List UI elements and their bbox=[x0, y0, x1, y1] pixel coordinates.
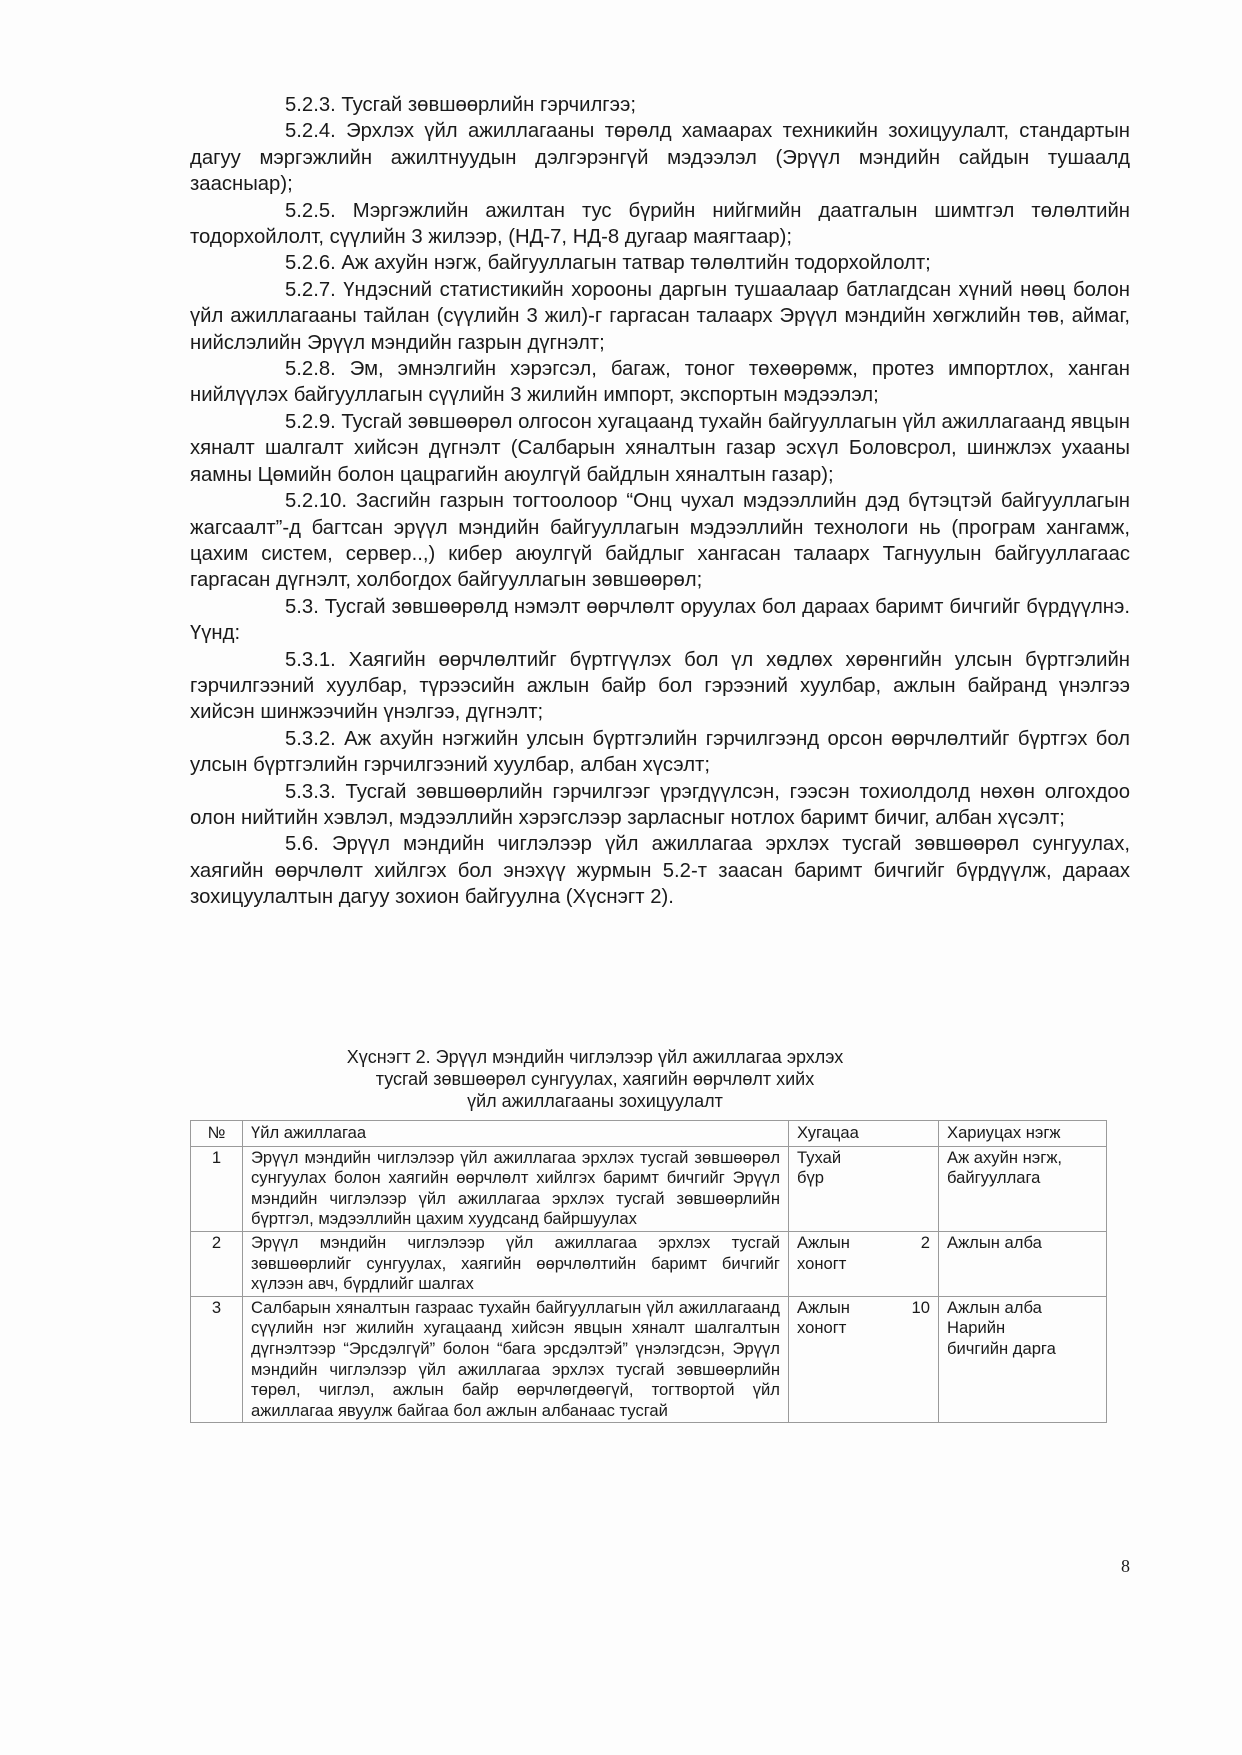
row-duration bbox=[789, 1296, 939, 1423]
paragraph-5-2-4: 5.2.4. Эрхлэх үйл ажиллагааны төрөлд хамаарах техникийн зохицуулалт, стандартын дагуу мэргэжлийн ажилтнуудын дэлгэрэнгүй мэдээлэл (Эрүүл мэндийн сайдын тушаалд заасныар); bbox=[190, 120, 1130, 196]
row-duration bbox=[789, 1231, 939, 1296]
paragraph-5-2-3: 5.2.3. Тусгай зөвшөөрлийн гэрчилгээ; bbox=[285, 94, 637, 116]
paragraph-5-3-2: 5.3.2. Аж ахуйн нэгжийн улсын бүртгэлийн гэрчилгээнд орсон өөрчлөлтийг бүртгэх бол улсын бүртгэлийн гэрчилгээний хуулбар, албан хүсэлт; bbox=[190, 727, 1130, 777]
duration-label: Ажлын хоногт bbox=[797, 1232, 850, 1273]
caption-line: Хүснэгт 2. Эрүүл мэндийн чиглэлээр үйл ажиллагаа эрхлэх bbox=[346, 1047, 844, 1067]
caption-line: үйл ажиллагааны зохицуулалт bbox=[467, 1091, 723, 1111]
row-number: 1 bbox=[191, 1146, 243, 1231]
row-responsible bbox=[939, 1296, 1107, 1423]
row-responsible bbox=[939, 1146, 1107, 1231]
caption-line: тусгай зөвшөөрөл сунгуулах, хаягийн өөрчлөлт хийх bbox=[375, 1069, 815, 1089]
regulation-table bbox=[190, 1120, 1107, 1423]
table-row bbox=[191, 1296, 1107, 1423]
row-activity: Салбарын хяналтын газраас тухайн байгууллагын үйл ажиллагаанд сүүлийн нэг жилийн хугацаанд хийсэн явцын хяналт шалгалтын дүгнэлтээр “Эрсдэлгүй” болон “бага эрсдэлтэй” үнэлэгдсэн, Эрүүл мэндийн чиглэлээр үйл ажиллагаа эрхлэх тусгай зөвшөөрлийн төрөл, чиглэл, ажлын байр өөрчлөгдөөгүй, тогтвортой үйл ажиллагаа явуулж байгаа бол ажлын албанаас тусгай bbox=[243, 1296, 789, 1423]
body-text bbox=[190, 92, 1130, 911]
duration-label: Тухай бүр bbox=[797, 1147, 842, 1188]
header-responsible: Хариуцах нэгж bbox=[939, 1121, 1107, 1147]
paragraph-5-2-9: 5.2.9. Тусгай зөвшөөрөл олгосон хугацаанд тухайн байгууллагын үйл ажиллагаанд явцын хяналт шалгалт хийсэн дүгнэлт (Салбарын хяналтын газар эсхүл Боловсрол, шинжлэх ухааны яамны Цөмийн болон цацрагийн аюулгүй байдлын хяналтын газар); bbox=[190, 410, 1130, 486]
responsible-line: Ажлын алба bbox=[947, 1232, 1042, 1252]
responsible-line: бичгийн дарга bbox=[947, 1338, 1056, 1358]
table-row bbox=[191, 1146, 1107, 1231]
paragraph-5-2-8: 5.2.8. Эм, эмнэлгийн хэрэгсэл, багаж, тоног төхөөрөмж, протез импортлох, ханган нийлүүлэх байгууллагын сүүлийн 3 жилийн импорт, экспортын мэдээлэл; bbox=[190, 358, 1130, 407]
row-activity: Эрүүл мэндийн чиглэлээр үйл ажиллагаа эрхлэх тусгай зөвшөөрлийг сунгуулах, хаягийн өөрчлөлтийн баримт бичгийг хүлээн авч, бүрдлийг шалгах bbox=[243, 1231, 789, 1296]
row-duration bbox=[789, 1146, 939, 1231]
row-activity: Эрүүл мэндийн чиглэлээр үйл ажиллагаа эрхлэх тусгай зөвшөөрөл сунгуулах болон хаягийн өөрчлөлт хийлгэх баримт бичгийг Эрүүл мэндийн чиглэлээр үйл ажиллагаа эрхлэх тусгай зөвшөөрлийн бүртгэл, мэдээллийн цахим хуудсанд байршуулах bbox=[243, 1146, 789, 1231]
page-number: 8 bbox=[1121, 1556, 1130, 1576]
table-row bbox=[191, 1231, 1107, 1296]
responsible-line: байгууллага bbox=[947, 1168, 1041, 1188]
paragraph-5-6: 5.6. Эрүүл мэндийн чиглэлээр үйл ажиллагаа эрхлэх тусгай зөвшөөрөл сунгуулах, хаягийн өөрчлөлт хийлгэх бол энэхүү журмын 5.2-т заасан баримт бичгийг бүрдүүлж, дараах зохицуулалтын дагуу зохион байгуулна (Хүснэгт 2). bbox=[190, 833, 1130, 909]
duration-value: 2 bbox=[920, 1232, 930, 1252]
paragraph-5-2-7: 5.2.7. Үндэсний статистикийн хорооны даргын тушаалаар батлагдсан хүний нөөц болон үйл ажиллагааны тайлан (сүүлийн 3 жил)-г гаргасан талаарх Эрүүл мэндийн хөгжлийн төв, аймаг, нийслэлийн Эрүүл мэндийн газрын дүгнэлт; bbox=[190, 278, 1130, 354]
header-number: № bbox=[191, 1121, 243, 1147]
row-responsible bbox=[939, 1231, 1107, 1296]
paragraph-5-3: 5.3. Тусгай зөвшөөрөлд нэмэлт өөрчлөлт оруулах бол дараах баримт бичгийг бүрдүүлнэ. Үүнд: bbox=[190, 595, 1130, 645]
paragraph-5-2-10: 5.2.10. Засгийн газрын тогтоолоор “Онц чухал мэдээллийн дэд бүтэцтэй байгууллагын жагсаалт”-д багтсан эрүүл мэндийн байгууллагын мэдээллийн технологи нь (програм хангамж, цахим систем, сервер..,) кибер аюулгүй байдлыг хангасан талаарх Тагнуулын байгууллагаас гаргасан дүгнэлт, холбогдох байгууллагын зөвшөөрөл; bbox=[190, 490, 1130, 592]
header-activity: Үйл ажиллагаа bbox=[243, 1121, 789, 1147]
duration-label: Ажлын хоногт bbox=[797, 1297, 850, 1338]
row-number: 2 bbox=[191, 1231, 243, 1296]
responsible-line: Аж ахуйн нэгж, bbox=[947, 1147, 1063, 1167]
table-caption bbox=[300, 1046, 890, 1112]
responsible-line: Нарийн bbox=[947, 1318, 1006, 1338]
paragraph-5-2-5: 5.2.5. Мэргэжлийн ажилтан тус бүрийн нийгмийн даатгалын шимтгэл төлөлтийн тодорхойлолт, сүүлийн 3 жилээр, (НД-7, НД-8 дугаар маягтаар); bbox=[190, 199, 1130, 249]
paragraph-5-3-3: 5.3.3. Тусгай зөвшөөрлийн гэрчилгээг үрэгдүүлсэн, гээсэн тохиолдолд нөхөн олгохдоо олон нийтийн хэвлэл, мэдээллийн хэрэгслээр зарласныг нотлох баримт бичиг, албан хүсэлт; bbox=[190, 780, 1130, 829]
header-duration: Хугацаа bbox=[789, 1121, 939, 1147]
paragraph-5-3-1: 5.3.1. Хаягийн өөрчлөлтийг бүртгүүлэх бол үл хөдлөх хөрөнгийн улсын бүртгэлийн гэрчилгээний хуулбар, түрээсийн ажлын байр бол гэрээний хуулбар, ажлын байранд үнэлгээ хийсэн шинжээчийн үнэлгээ, дүгнэлт; bbox=[190, 648, 1130, 724]
table-header-row bbox=[191, 1121, 1107, 1147]
row-number: 3 bbox=[191, 1296, 243, 1423]
responsible-line: Ажлын алба bbox=[947, 1297, 1042, 1317]
duration-value: 10 bbox=[911, 1297, 930, 1317]
paragraph-5-2-6: 5.2.6. Аж ахуйн нэгж, байгууллагын татвар төлөлтийн тодорхойлолт; bbox=[285, 252, 931, 275]
